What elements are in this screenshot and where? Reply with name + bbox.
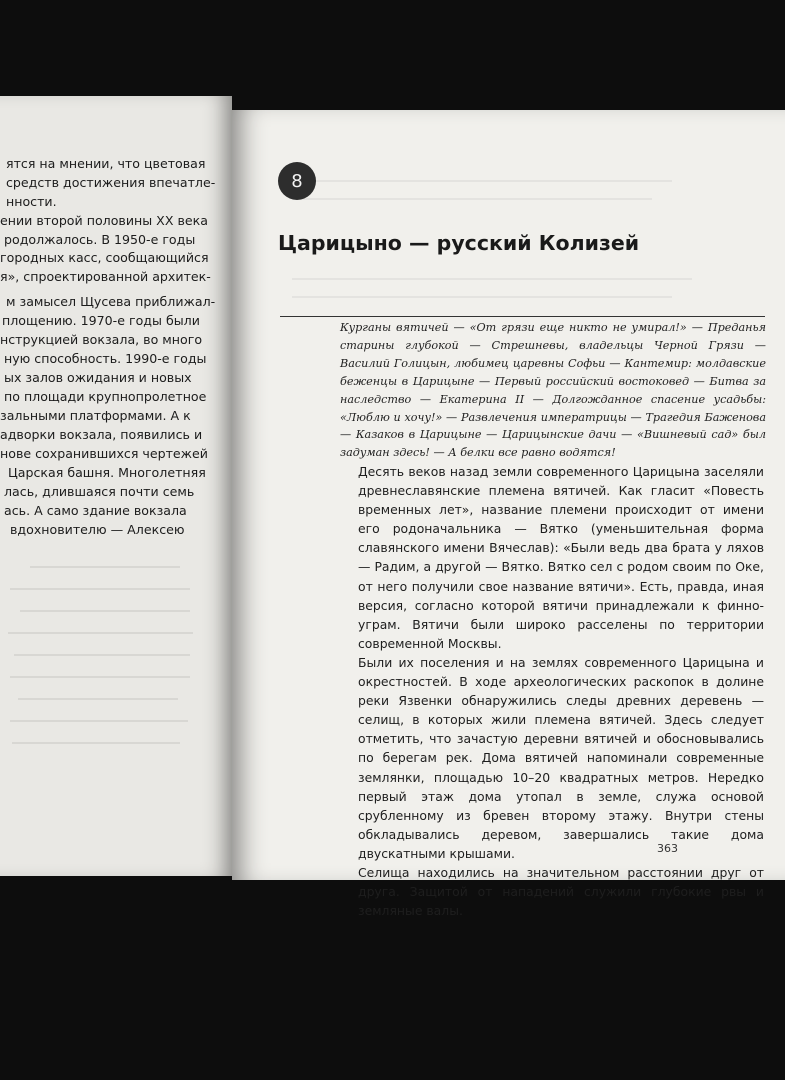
paragraph: Были их поселения и на землях современного Царицына и окрестностей. В ходе археологических раскопок в долине реки Язвенки обнаружились следы древних деревень — селищ, в которых жили племена вятичей. Здесь следует отметить, что зачастую деревни вятичей и обосновывались по берегам рек. Дома вятичей напоминали современные землянки, площадью 10–20 квадратных метров. Нередко первый этаж дома утопал в земле, служа основой срубленному из бревен второму этажу. Внутри стены обкладывались деревом, завершались такие дома двускатными крышами.	[358, 654, 764, 861]
left-line: ную способность. 1990-е годы	[4, 351, 207, 366]
paragraph: Десять веков назад земли современного Царицына заселяли древнеславянские племена вятичей. Как гласит «Повесть временных лет», название племени происходит от имени его родоначальника — Вятко (уменьшительная форма славянского имени Вячеслав): «Были ведь два брата у ляхов — Радим, а другой — Вятко. Вятко сел с родом своим по Оке, от него получили свое название вятичи». Есть, правда, иная версия, согласно которой вятичи принадлежали к финно-уграм. Вятичи были широко расселены по территории современной Москвы.	[358, 464, 764, 651]
left-line: по площади крупнопролетное	[4, 389, 207, 404]
left-line: я», спроектированной архитек-	[0, 269, 211, 284]
left-line: ых залов ожидания и новых	[4, 370, 192, 385]
left-line: Царская башня. Многолетняя	[8, 465, 206, 480]
bleed-through	[10, 588, 190, 590]
left-line: адворки вокзала, появились и	[0, 427, 203, 442]
left-line: площению. 1970-е годы были	[2, 313, 200, 328]
left-line: зальными платформами. А к	[0, 408, 191, 423]
bleed-through	[292, 278, 692, 280]
page-number: 363	[657, 842, 678, 855]
bleed-through	[14, 654, 190, 656]
left-line: нности.	[6, 194, 57, 209]
left-line: ении второй половины XX века	[0, 213, 208, 228]
left-line: городных касс, сообщающийся	[0, 250, 209, 265]
bleed-through	[10, 676, 190, 678]
left-line: м замысел Щусева приближал-	[6, 294, 216, 309]
left-line: нструкцией вокзала, во много	[0, 332, 203, 347]
chapter-number-badge: 8	[278, 162, 316, 200]
bleed-through	[10, 720, 188, 722]
left-line: средств достижения впечатле-	[6, 175, 216, 190]
bleed-through	[8, 632, 193, 634]
bleed-through	[292, 198, 652, 200]
right-page	[232, 110, 785, 919]
chapter-summary: Курганы вятичей — «От грязи еще никто не умирал!» — Преданья старины глубокой — Стрешневы, владельцы Черной Грязи — Василий Голицын, любимец царевны Софьи — Кантемир: молдавские беженцы в Царицыне — Первый российский востоковед — Битва за наследство — Екатерина II — Долгожданное спасение усадьбы: «Люблю и хочу!» — Развлечения императрицы — Трагедия Баженова — Казаков в Царицыне — Царицынские дачи — «Вишневый сад» был задуман здесь! — А белки все равно водятся!	[340, 321, 766, 460]
bleed-through	[30, 566, 180, 568]
bleed-through	[292, 296, 672, 298]
bleed-through	[292, 180, 672, 182]
left-line: родолжалось. В 1950-е годы	[4, 232, 196, 247]
paragraph: Селища находились на значительном расстоянии друг от друга. Защитой от нападений служили глубокие рвы и земляные валы.	[358, 864, 764, 919]
left-line: лась, длившаяся почти семь	[4, 484, 195, 499]
left-line: нове сохранившихся чертежей	[0, 446, 208, 461]
bleed-through	[20, 610, 190, 612]
title-rule	[280, 316, 765, 317]
bleed-through	[12, 742, 180, 744]
left-line: вдохновителю — Алексею	[10, 522, 185, 537]
left-line: ась. А само здание вокзала	[4, 503, 187, 518]
bleed-through	[18, 698, 178, 700]
left-line: ятся на мнении, что цветовая	[6, 156, 206, 171]
left-page	[0, 96, 232, 876]
body-text	[358, 462, 764, 920]
chapter-title: Царицыно — русский Колизей	[278, 231, 640, 255]
